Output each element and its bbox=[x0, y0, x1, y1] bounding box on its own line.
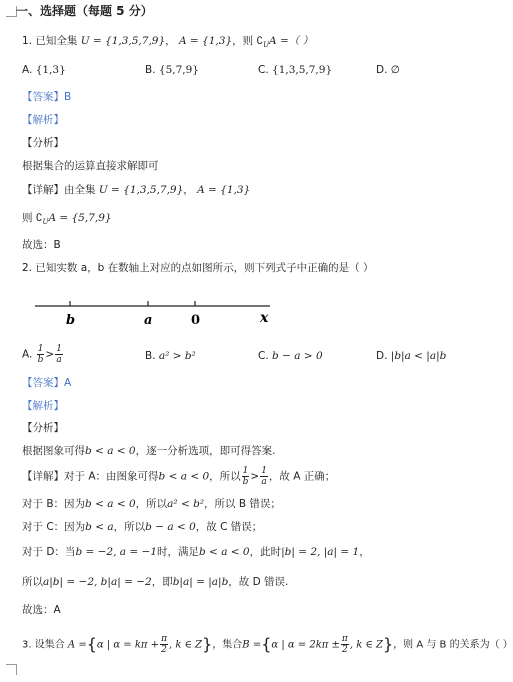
option-text: |b|a < |a|b bbox=[390, 350, 447, 362]
text: 对于 B：因为 bbox=[22, 498, 86, 510]
q1-option-b bbox=[145, 63, 199, 77]
text: 对于 D：当 bbox=[22, 546, 76, 558]
axis-label-zero: 0 bbox=[191, 313, 201, 328]
q2-analysis-tag: 【解析】 bbox=[22, 400, 64, 412]
option-label: D. bbox=[376, 64, 388, 76]
q1-option-a bbox=[22, 63, 66, 77]
q1-set-a: A = {1,3} bbox=[178, 35, 233, 47]
q2-conclusion: 故选：A bbox=[22, 604, 61, 616]
option-label: A. bbox=[22, 64, 33, 76]
math: b|a| = |a|b bbox=[172, 576, 229, 588]
brace-open: { bbox=[261, 634, 272, 654]
fraction bbox=[242, 466, 250, 487]
text: ， bbox=[359, 546, 370, 558]
math: b < a < 0 bbox=[199, 546, 250, 558]
text: ，则 A 与 B 的关系为（ ） bbox=[393, 639, 513, 651]
q3-stem bbox=[22, 634, 513, 655]
text: ，所以 bbox=[209, 470, 241, 483]
set-b-head: B = bbox=[242, 639, 262, 651]
q1-then bbox=[22, 211, 112, 229]
q1-answer-tag: 【答案】B bbox=[22, 91, 72, 103]
set-b-body: α | α = 2kπ ± bbox=[271, 639, 340, 651]
text: ，故 C 错误； bbox=[195, 521, 263, 533]
fraction bbox=[160, 634, 168, 655]
q2-option-a bbox=[22, 344, 64, 365]
math: b − a < 0 bbox=[145, 521, 196, 533]
math: b < a bbox=[85, 521, 114, 533]
math: a² < b² bbox=[167, 498, 205, 510]
text: ，即 bbox=[151, 576, 173, 588]
option-text: ∅ bbox=[390, 64, 400, 76]
q2-detail-e bbox=[22, 575, 288, 589]
denominator: 2 bbox=[342, 645, 348, 655]
option-label: B. bbox=[145, 350, 156, 362]
math: b < a < 0 bbox=[85, 498, 136, 510]
page-corner-mark bbox=[6, 664, 17, 675]
text: 时，满足 bbox=[157, 546, 199, 558]
q1-stem-text-c: A =（ ） bbox=[269, 35, 314, 47]
q1-option-d bbox=[376, 63, 400, 77]
q2-option-c bbox=[258, 349, 323, 363]
text: 3. 设集合 bbox=[22, 639, 65, 651]
numerator: 1 bbox=[56, 344, 62, 354]
denominator: b bbox=[242, 477, 249, 487]
set-b-body: , k ∈ Z bbox=[349, 639, 383, 651]
q1-comma: ， bbox=[165, 35, 176, 47]
brace-close: } bbox=[202, 634, 213, 654]
axis-label-a: a bbox=[144, 313, 153, 328]
q2-detail-d bbox=[22, 545, 370, 559]
q2-answer-tag: 【答案】A bbox=[22, 377, 72, 389]
set-a-body: α | α = kπ + bbox=[96, 639, 160, 651]
q2-detail-b bbox=[22, 497, 281, 511]
q1-option-c bbox=[258, 63, 332, 77]
text: ，集合 bbox=[212, 639, 243, 651]
math: b < a < 0 bbox=[85, 445, 136, 457]
text: ，所以 B 错误； bbox=[204, 498, 281, 510]
q1-universal-set: U = {1,3,5,7,9} bbox=[80, 35, 166, 47]
q1-stem bbox=[22, 34, 313, 52]
text: ，所以 bbox=[113, 521, 146, 533]
text: ，逐一分析选项，即可得答案. bbox=[135, 445, 276, 457]
option-text: {1,3} bbox=[35, 64, 66, 76]
numerator: 1 bbox=[242, 466, 249, 476]
q1-conclusion: 故选：B bbox=[22, 239, 61, 251]
text: 所以 bbox=[22, 576, 43, 588]
gt-sign: > bbox=[45, 348, 55, 361]
numerator: π bbox=[161, 634, 167, 644]
option-text: {5,7,9} bbox=[158, 64, 199, 76]
fraction bbox=[55, 344, 63, 365]
option-text: {1,3,5,7,9} bbox=[272, 64, 333, 76]
math: |b| = 2, |a| = 1 bbox=[281, 546, 360, 558]
q1-detail-comma: ， bbox=[183, 184, 194, 196]
text: 根据图象可得 bbox=[22, 445, 85, 457]
text: ，故 D 错误. bbox=[228, 576, 289, 588]
q1-detail-text: 【详解】由全集 bbox=[22, 184, 96, 196]
denominator: b bbox=[37, 355, 44, 365]
q1-analysis-tag: 【解析】 bbox=[22, 114, 64, 126]
numerator: 1 bbox=[37, 344, 44, 354]
option-text: b − a > 0 bbox=[272, 350, 323, 362]
brace-open: { bbox=[86, 634, 97, 654]
q2-number-line bbox=[30, 294, 280, 328]
q1-detail-set-a: A = {1,3} bbox=[197, 184, 251, 196]
set-a-body: , k ∈ Z bbox=[168, 639, 203, 651]
math: a|b| = −2, b|a| = −2 bbox=[43, 576, 152, 588]
q1-detail bbox=[22, 183, 250, 197]
fraction bbox=[37, 344, 45, 365]
denominator: a bbox=[261, 477, 267, 487]
text: ，故 A 正确； bbox=[268, 470, 336, 483]
option-label: B. bbox=[145, 64, 156, 76]
numerator: 1 bbox=[261, 466, 267, 476]
denominator: 2 bbox=[161, 645, 167, 655]
q2-option-d bbox=[376, 349, 446, 363]
math: b = −2, a = −1 bbox=[75, 546, 157, 558]
fraction bbox=[341, 634, 349, 655]
section-title: 一、选择题（每题 5 分） bbox=[16, 4, 153, 18]
option-label: C. bbox=[258, 350, 269, 362]
axis-label-x: x bbox=[260, 310, 269, 326]
q1-stem-text-b: ，则 ∁ bbox=[232, 35, 264, 47]
denominator: a bbox=[56, 355, 62, 365]
q1-sub-u: U bbox=[263, 41, 270, 50]
fraction bbox=[260, 466, 268, 487]
axis-label-b: b bbox=[66, 313, 76, 328]
q1-analysis-text: 根据集合的运算直接求解即可 bbox=[22, 160, 159, 172]
option-text: a² > b² bbox=[158, 350, 196, 362]
q1-then-result: A = {5,7,9} bbox=[48, 212, 112, 224]
option-label: D. bbox=[376, 350, 388, 362]
q2-option-b bbox=[145, 349, 196, 363]
q2-stem: 2. 已知实数 a，b 在数轴上对应的点如图所示，则下列式子中正确的是（ ） bbox=[22, 262, 374, 274]
q2-analysis-text bbox=[22, 444, 275, 458]
text: 对于 C：因为 bbox=[22, 521, 86, 533]
numerator: π bbox=[341, 634, 348, 644]
gt-sign: > bbox=[250, 470, 260, 483]
option-label: A. bbox=[22, 348, 33, 361]
q1-stem-text: 1. 已知全集 bbox=[22, 35, 78, 47]
q2-detail-a bbox=[22, 466, 335, 487]
option-label: C. bbox=[258, 64, 269, 76]
text: 【详解】对于 A：由图象可得 bbox=[22, 470, 159, 483]
q2-analysis-subtag: 【分析】 bbox=[22, 422, 64, 434]
q2-detail-c bbox=[22, 520, 262, 534]
math: b < a < 0 bbox=[158, 470, 210, 483]
text: ，所以 bbox=[135, 498, 168, 510]
q1-detail-set: U = {1,3,5,7,9} bbox=[98, 184, 184, 196]
q1-then-text: 则 ∁ bbox=[22, 212, 43, 224]
set-a-head: A = bbox=[67, 639, 87, 651]
text: ，此时 bbox=[249, 546, 282, 558]
q1-then-sub: U bbox=[42, 218, 49, 227]
q1-analysis-subtag: 【分析】 bbox=[22, 137, 64, 149]
brace-close: } bbox=[382, 634, 394, 654]
